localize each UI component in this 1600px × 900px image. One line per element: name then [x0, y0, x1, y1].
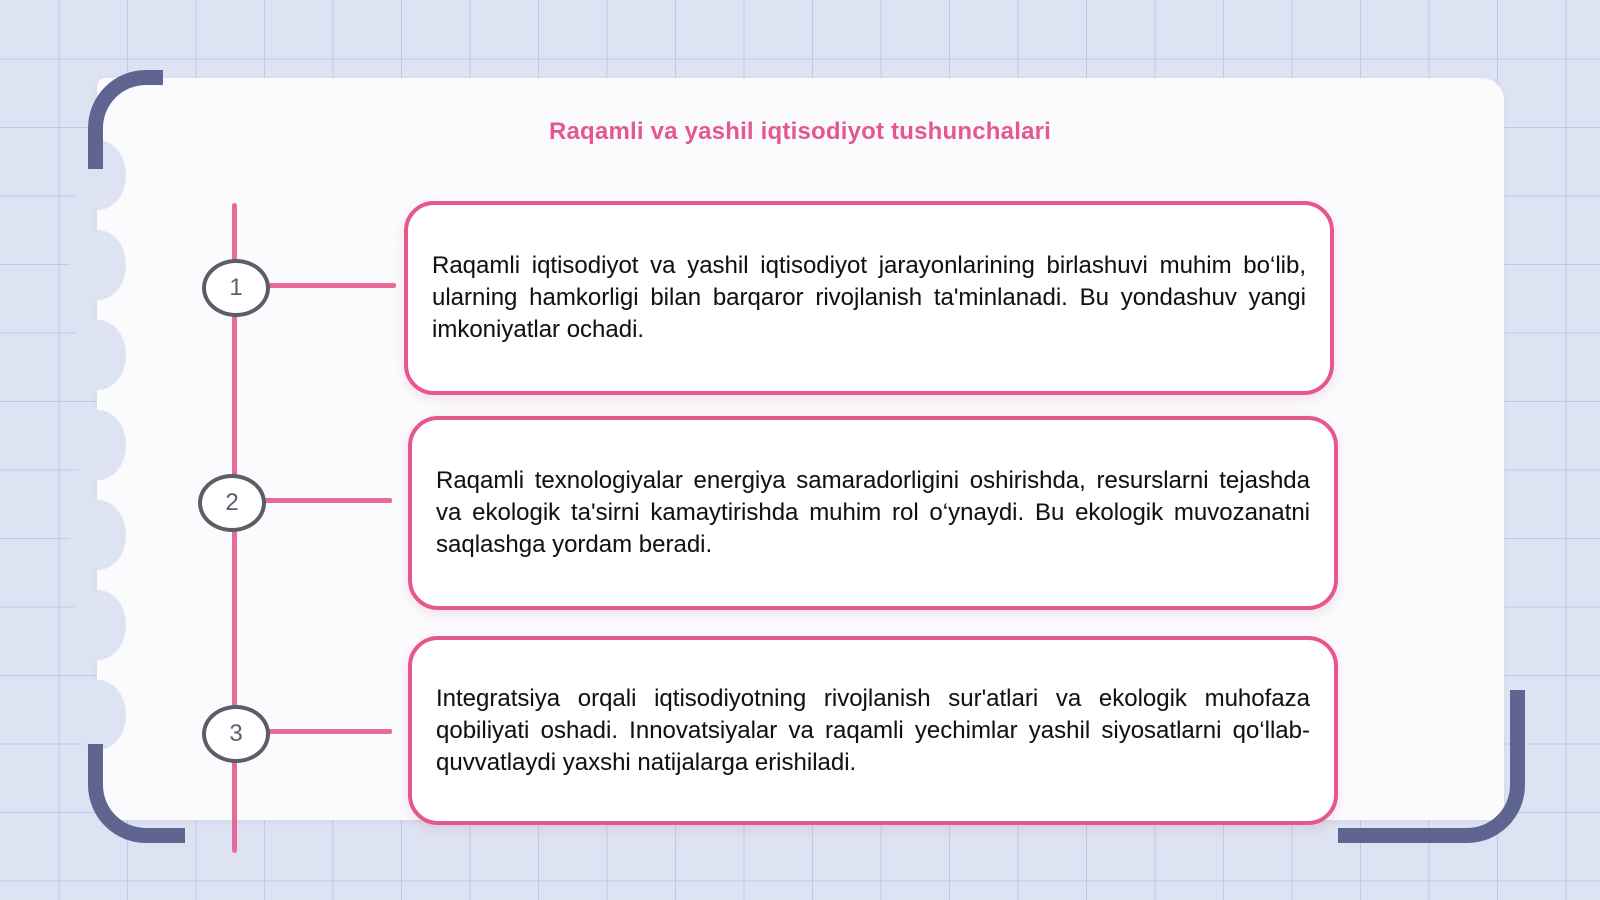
- info-card-3: [408, 636, 1338, 825]
- step-number-1: 1: [202, 259, 270, 317]
- paper-scallop: [70, 410, 126, 480]
- paper-scallop: [70, 230, 126, 300]
- paper-scallop: [70, 320, 126, 390]
- step-number-3: 3: [202, 705, 270, 763]
- paper-scallop: [70, 680, 126, 750]
- timeline-connector-3: [262, 729, 392, 734]
- corner-bracket-bottom-left: [88, 744, 185, 843]
- info-card-text: Integratsiya orqali iqtisodiyotning rivojlanish sur'atlari va ekologik muhofaza qobiliyati oshadi. Innovatsiyalar va raqamli yechimlar yashil siyosatlarni qo‘llab-quvvatlaydi yaxshi natijalarga erishiladi.: [436, 684, 1310, 776]
- timeline-connector-2: [258, 498, 392, 503]
- timeline-connector-1: [262, 283, 396, 288]
- info-card-1: [404, 201, 1334, 395]
- info-card-text: Raqamli iqtisodiyot va yashil iqtisodiyot jarayonlarining birlashuvi muhim bo‘lib, ularning hamkorligi bilan barqaror rivojlanish ta'minlanadi. Bu yondashuv yangi imkoniyatlar ochadi.: [432, 252, 1306, 343]
- step-number-2: 2: [198, 474, 266, 532]
- paper-scallop: [70, 500, 126, 570]
- paper-scallop: [70, 590, 126, 660]
- info-card-text: Raqamli texnologiyalar energiya samaradorligini oshirishda, resurslarni tejashda va ekologik ta'sirni kamaytirishda muhim rol o‘ynaydi. Bu ekologik muvozanatni saqlashga yordam beradi.: [436, 467, 1310, 558]
- info-card-2: [408, 416, 1338, 610]
- corner-bracket-bottom-right: [1338, 690, 1525, 843]
- slide-title: Raqamli va yashil iqtisodiyot tushunchalari: [548, 118, 1052, 145]
